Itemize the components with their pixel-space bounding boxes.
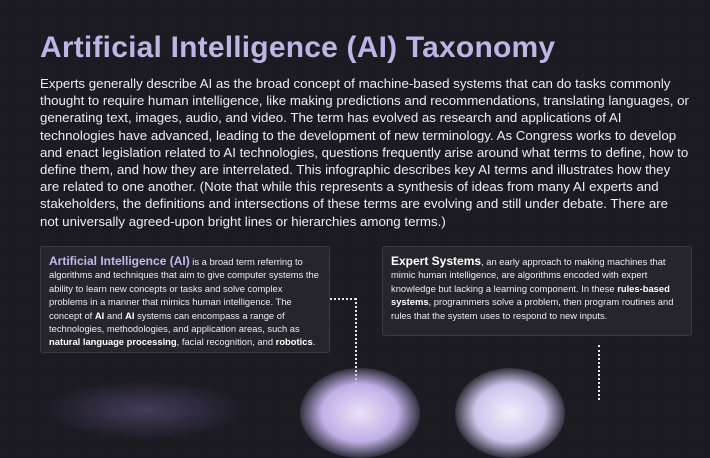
ai-circle-glow [45,380,245,440]
expert-systems-card [382,246,692,336]
es-text-1: , an early approach to making machines that mimic human intelligence, are algorithms encoded with expert knowledge but lacking a learning component. In these [391,256,666,294]
ai-text-1: is a broad term referring to algorithms and techniques that aim to give computer systems the ability to learn new concepts or tasks and solve complex problems in a manner that mimics human intelligence. The concept of [49,256,319,321]
ai-text-2: and [104,309,126,321]
expert-circle-top [455,368,565,458]
intro-paragraph: Experts generally describe AI as the broad concept of machine-based systems that can do tasks commonly thought to require human intelligence, like making predictions and recommendations, translating languages, or generating text, images, audio, and video. The term has evolved as research and applications of AI technologies have advanced, leading to the development of new terminology. As Congress works to develop and enact legislation related to AI technologies, questions frequently arise around what terms to define, how to define them, and how they are interrelated. This infographic describes key AI terms and illustrates how they are related to one another. (Note that while this represents a synthesis of ideas from many AI experts and stakeholders, the definitions and intersections of these terms are evolving and still under debate. There are not universally agreed-upon bright lines or hierarchies among terms.) [40,76,689,229]
page-title: Artificial Intelligence (AI) Taxonomy [40,31,556,64]
ml-circle-top [300,368,420,458]
ai-term: Artificial Intelligence (AI) [49,254,190,268]
ai-text-3: systems can encompass a range of technologies, methodologies, and application areas, such as [49,309,300,335]
ai-definition-card [40,246,330,353]
robotics-term: robotics [275,336,313,348]
ai-text-4: , facial recognition, and [176,336,276,348]
ai-bold-2: AI [125,309,135,321]
ai-bold-1: AI [94,309,105,321]
connector-horizontal [330,298,356,300]
expert-systems-term: Expert Systems [391,254,482,268]
connector-vertical-expert [598,345,600,400]
ai-text-5: . [312,336,316,348]
nlp-term: natural language processing [49,336,177,348]
rules-based-term: rules-based systems [391,282,670,308]
es-text-2: , programmers solve a problem, then program routines and rules that the system uses to respond to new inputs. [391,296,674,321]
